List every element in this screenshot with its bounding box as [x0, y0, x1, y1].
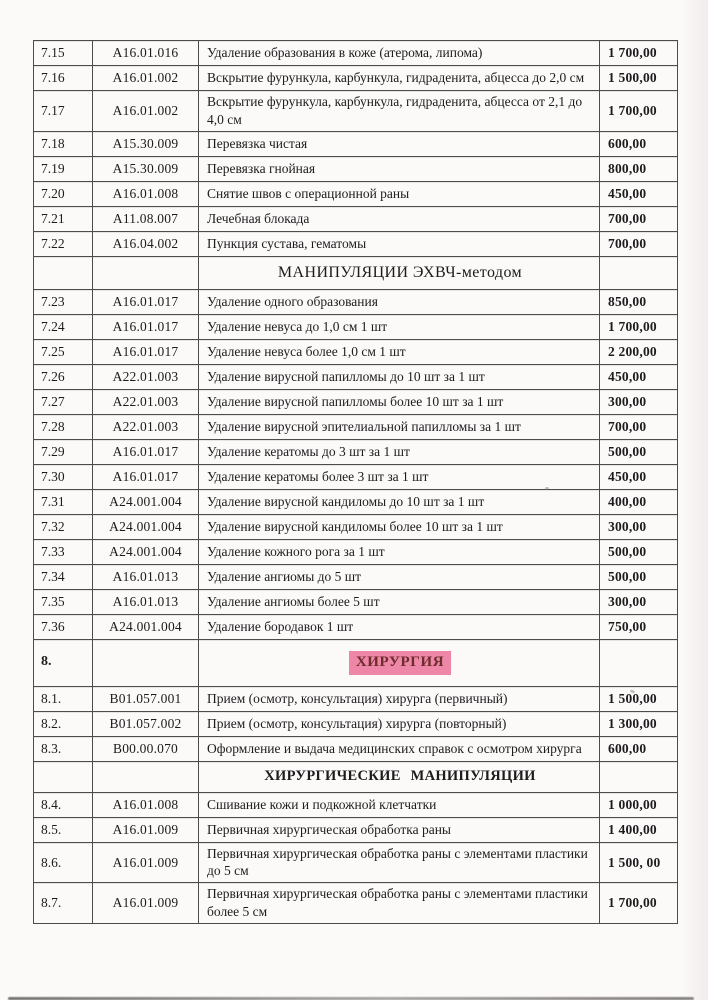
- service-code: B00.00.070: [93, 736, 199, 761]
- scan-edge-shade: [682, 0, 708, 1000]
- service-code: B01.057.002: [93, 711, 199, 736]
- table-row: [34, 206, 678, 231]
- service-name: Прием (осмотр, консультация) хирурга (повторный): [199, 711, 600, 736]
- service-price-empty: [600, 256, 678, 289]
- row-number: 7.30: [34, 464, 93, 489]
- row-number: [34, 761, 93, 792]
- service-code: A15.30.009: [93, 156, 199, 181]
- table-row: [34, 131, 678, 156]
- row-number: 7.23: [34, 289, 93, 314]
- row-number: 7.18: [34, 131, 93, 156]
- table-row: [34, 736, 678, 761]
- table-row: [34, 883, 678, 924]
- row-number: 7.20: [34, 181, 93, 206]
- service-price: 450,00: [600, 181, 678, 206]
- section-title: МАНИПУЛЯЦИИ ЭХВЧ-методом: [277, 264, 523, 282]
- row-number: 7.19: [34, 156, 93, 181]
- service-name: Удаление невуса до 1,0 см 1 шт: [199, 314, 600, 339]
- service-name: Удаление кожного рога за 1 шт: [199, 539, 600, 564]
- service-price: 450,00: [600, 464, 678, 489]
- service-price: 600,00: [600, 131, 678, 156]
- service-code: A16.01.013: [93, 589, 199, 614]
- service-name: Первичная хирургическая обработка раны с элементами пластики более 5 см: [199, 883, 600, 924]
- service-price: 750,00: [600, 614, 678, 639]
- service-name: Прием (осмотр, консультация) хирурга (первичный): [199, 686, 600, 711]
- row-number: 7.29: [34, 439, 93, 464]
- row-number: 7.17: [34, 91, 93, 132]
- section-title-cell: [199, 639, 600, 686]
- row-number: 8.6.: [34, 842, 93, 883]
- service-price: 300,00: [600, 514, 678, 539]
- service-name: Перевязка чистая: [199, 131, 600, 156]
- service-name: Перевязка гнойная: [199, 156, 600, 181]
- service-code-empty: [93, 256, 199, 289]
- service-price: 850,00: [600, 289, 678, 314]
- service-price-empty: [600, 639, 678, 686]
- service-code: A16.01.017: [93, 289, 199, 314]
- service-price: 2 200,00: [600, 339, 678, 364]
- table-row: [34, 614, 678, 639]
- row-number: 7.35: [34, 589, 93, 614]
- service-price: 600,00: [600, 736, 678, 761]
- service-name: Первичная хирургическая обработка раны с элементами пластики до 5 см: [199, 842, 600, 883]
- table-row: [34, 564, 678, 589]
- service-price: 500,00: [600, 564, 678, 589]
- service-price: 500,00: [600, 439, 678, 464]
- table-row: [34, 686, 678, 711]
- service-price: 700,00: [600, 206, 678, 231]
- section-title-cell: [199, 761, 600, 792]
- row-number: 8.2.: [34, 711, 93, 736]
- service-name: Лечебная блокада: [199, 206, 600, 231]
- service-code: A22.01.003: [93, 414, 199, 439]
- section-title: ХИРУРГИЯ: [349, 651, 451, 675]
- service-code: A16.01.008: [93, 181, 199, 206]
- service-code: A24.001.004: [93, 614, 199, 639]
- service-price: 400,00: [600, 489, 678, 514]
- service-code-empty: [93, 761, 199, 792]
- service-price: 1 700,00: [600, 41, 678, 66]
- service-name: Снятие швов с операционной раны: [199, 181, 600, 206]
- service-name: Удаление кератомы до 3 шт за 1 шт: [199, 439, 600, 464]
- service-name: Удаление ангиомы до 5 шт: [199, 564, 600, 589]
- table-row: [34, 231, 678, 256]
- service-name: Сшивание кожи и подкожной клетчатки: [199, 792, 600, 817]
- service-name: Вскрытие фурункула, карбункула, гидраденита, абцесса до 2,0 см: [199, 66, 600, 91]
- service-code: A24.001.004: [93, 489, 199, 514]
- service-name: Удаление ангиомы более 5 шт: [199, 589, 600, 614]
- row-number: 7.36: [34, 614, 93, 639]
- table-row: [34, 289, 678, 314]
- service-price: 1 000,00: [600, 792, 678, 817]
- table-row: [34, 489, 678, 514]
- table-row: [34, 414, 678, 439]
- table-row: [34, 439, 678, 464]
- service-name: Удаление одного образования: [199, 289, 600, 314]
- table-row: [34, 514, 678, 539]
- service-code: A16.01.009: [93, 842, 199, 883]
- service-code: A15.30.009: [93, 131, 199, 156]
- service-code: A16.01.002: [93, 66, 199, 91]
- row-number: 8.: [34, 639, 93, 686]
- service-name: Вскрытие фурункула, карбункула, гидраденита, абцесса от 2,1 до 4,0 см: [199, 91, 600, 132]
- row-number: 7.15: [34, 41, 93, 66]
- service-code: A16.01.017: [93, 464, 199, 489]
- row-number: 7.25: [34, 339, 93, 364]
- table-row: [34, 817, 678, 842]
- price-table: [33, 40, 678, 924]
- service-price: 1 400,00: [600, 817, 678, 842]
- price-table-body: [34, 41, 678, 924]
- service-price: 1 500, 00: [600, 842, 678, 883]
- row-number: 8.1.: [34, 686, 93, 711]
- service-code: B01.057.001: [93, 686, 199, 711]
- service-price: 450,00: [600, 364, 678, 389]
- service-name: Первичная хирургическая обработка раны: [199, 817, 600, 842]
- table-row: [34, 589, 678, 614]
- table-row: [34, 156, 678, 181]
- service-price: 1 700,00: [600, 314, 678, 339]
- service-code: A22.01.003: [93, 364, 199, 389]
- service-code-empty: [93, 639, 199, 686]
- service-name: Пункция сустава, гематомы: [199, 231, 600, 256]
- row-number: [34, 256, 93, 289]
- table-row: [34, 91, 678, 132]
- service-name: Удаление невуса более 1,0 см 1 шт: [199, 339, 600, 364]
- section-title: ХИРУРГИЧЕСКИЕ МАНИПУЛЯЦИИ: [264, 768, 536, 785]
- service-code: A16.04.002: [93, 231, 199, 256]
- row-number: 7.33: [34, 539, 93, 564]
- service-code: A16.01.017: [93, 439, 199, 464]
- service-code: A16.01.013: [93, 564, 199, 589]
- row-number: 8.7.: [34, 883, 93, 924]
- section-row: [34, 256, 678, 289]
- table-row: [34, 181, 678, 206]
- service-price: 1 300,00: [600, 711, 678, 736]
- service-name: Удаление образования в коже (атерома, липома): [199, 41, 600, 66]
- row-number: 7.34: [34, 564, 93, 589]
- service-name: Удаление вирусной кандиломы более 10 шт за 1 шт: [199, 514, 600, 539]
- table-row: [34, 364, 678, 389]
- service-name: Удаление вирусной кандиломы до 10 шт за 1 шт: [199, 489, 600, 514]
- service-code: A16.01.017: [93, 314, 199, 339]
- row-number: 7.27: [34, 389, 93, 414]
- row-number: 7.16: [34, 66, 93, 91]
- table-row: [34, 842, 678, 883]
- service-price: 1 500,00: [600, 686, 678, 711]
- service-code: A11.08.007: [93, 206, 199, 231]
- row-number: 8.5.: [34, 817, 93, 842]
- service-code: A16.01.009: [93, 817, 199, 842]
- scan-speck: [545, 487, 549, 490]
- row-number: 7.32: [34, 514, 93, 539]
- service-code: A22.01.003: [93, 389, 199, 414]
- service-name: Удаление вирусной папилломы более 10 шт за 1 шт: [199, 389, 600, 414]
- service-name: Удаление бородавок 1 шт: [199, 614, 600, 639]
- section-row: [34, 639, 678, 686]
- table-row: [34, 539, 678, 564]
- service-name: Удаление вирусной эпителиальной папилломы за 1 шт: [199, 414, 600, 439]
- service-price: 700,00: [600, 231, 678, 256]
- service-code: A16.01.017: [93, 339, 199, 364]
- service-price: 700,00: [600, 414, 678, 439]
- service-price: 800,00: [600, 156, 678, 181]
- service-name: Удаление кератомы более 3 шт за 1 шт: [199, 464, 600, 489]
- service-name: Оформление и выдача медицинских справок с осмотром хирурга: [199, 736, 600, 761]
- row-number: 8.4.: [34, 792, 93, 817]
- row-number: 7.28: [34, 414, 93, 439]
- service-code: A16.01.008: [93, 792, 199, 817]
- row-number: 7.24: [34, 314, 93, 339]
- row-number: 7.21: [34, 206, 93, 231]
- table-row: [34, 41, 678, 66]
- table-row: [34, 339, 678, 364]
- row-number: 7.26: [34, 364, 93, 389]
- service-price: 300,00: [600, 389, 678, 414]
- service-price: 300,00: [600, 589, 678, 614]
- row-number: 8.3.: [34, 736, 93, 761]
- table-row: [34, 464, 678, 489]
- table-row: [34, 389, 678, 414]
- service-price: 500,00: [600, 539, 678, 564]
- table-row: [34, 314, 678, 339]
- section-title-cell: [199, 256, 600, 289]
- service-code: A24.001.004: [93, 539, 199, 564]
- service-price: 1 500,00: [600, 66, 678, 91]
- service-name: Удаление вирусной папилломы до 10 шт за 1 шт: [199, 364, 600, 389]
- service-code: A16.01.009: [93, 883, 199, 924]
- service-price-empty: [600, 761, 678, 792]
- table-row: [34, 66, 678, 91]
- service-code: A16.01.002: [93, 91, 199, 132]
- table-row: [34, 792, 678, 817]
- table-row: [34, 711, 678, 736]
- service-code: A24.001.004: [93, 514, 199, 539]
- service-price: 1 700,00: [600, 91, 678, 132]
- row-number: 7.22: [34, 231, 93, 256]
- section-row: [34, 761, 678, 792]
- service-price: 1 700,00: [600, 883, 678, 924]
- row-number: 7.31: [34, 489, 93, 514]
- service-code: A16.01.016: [93, 41, 199, 66]
